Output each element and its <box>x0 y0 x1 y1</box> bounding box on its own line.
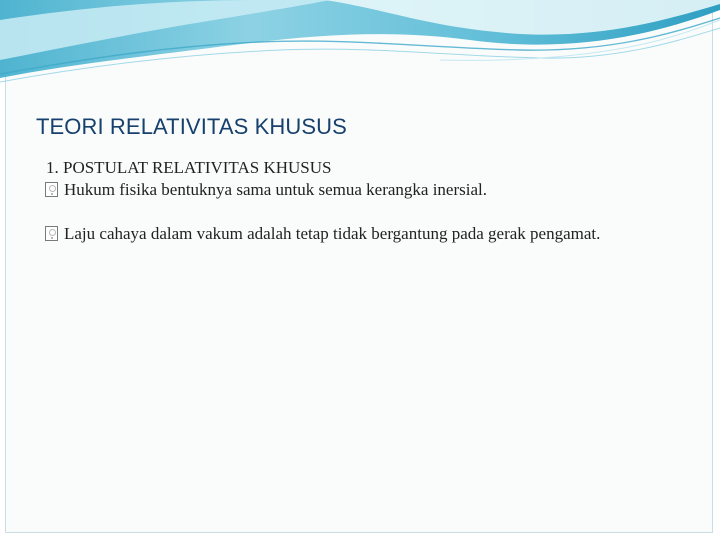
missing-glyph-icon <box>45 226 58 241</box>
bullet-text: Laju cahaya dalam vakum adalah tetap tidak bergantung pada gerak pengamat. <box>64 224 601 243</box>
bullet-item <box>45 179 686 201</box>
section-heading: 1. POSTULAT RELATIVITAS KHUSUS <box>46 158 332 177</box>
bullet-text: Hukum fisika bentuknya sama untuk semua kerangka inersial. <box>64 180 487 199</box>
missing-glyph-icon <box>45 182 58 197</box>
spacer <box>46 201 686 223</box>
slide-content <box>46 157 686 245</box>
slide-title: TEORI RELATIVITAS KHUSUS <box>36 114 347 139</box>
bullet-item <box>45 223 686 245</box>
header-wave-decoration <box>0 0 720 90</box>
